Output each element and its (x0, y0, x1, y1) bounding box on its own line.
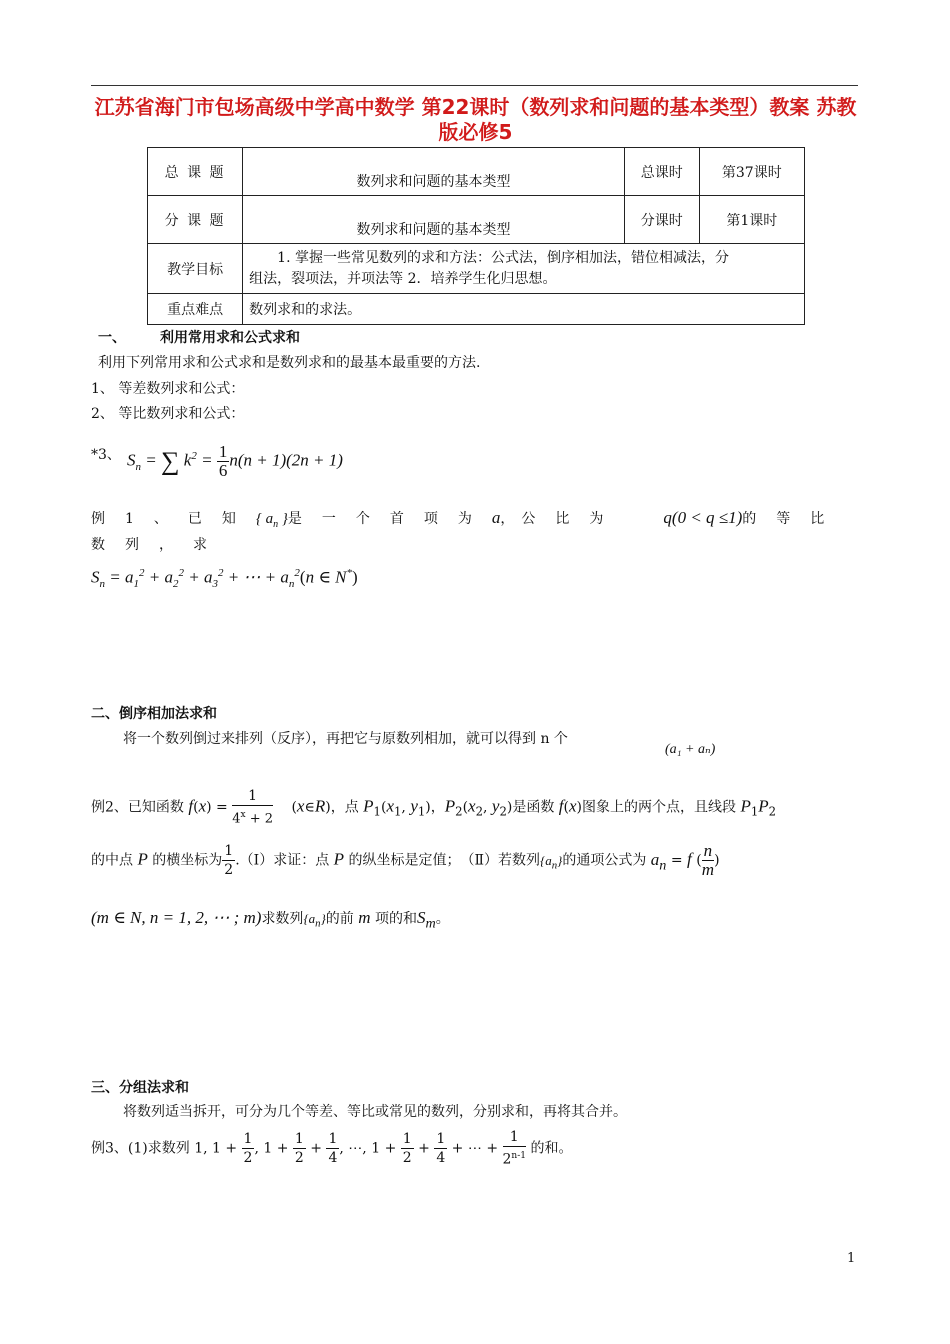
item-arithmetic-sum: 1、 等差数列求和公式： (91, 381, 245, 397)
cell-label: 总 课 题 (148, 148, 243, 196)
cell-period-value: 第37课时 (699, 148, 804, 196)
example-1: 例1、已知{ $a_n$ }是一个首项为a， 公比为 q(0 < q ≤1)的等比数列，求 (91, 508, 845, 553)
section-1-heading: 利用常用求和公式求和 (160, 330, 300, 346)
cell-period-label: 分课时 (624, 196, 699, 244)
cell-objectives (243, 244, 805, 294)
table-row (148, 294, 805, 325)
example-2-line-3: (m ∈ N, n = 1, 2, ⋯ ; m)求数列$\{a_n\}$的前 m 项的和$S_m$。 (91, 908, 450, 932)
section-3-heading: 三、分组法求和 (91, 1080, 189, 1096)
table-row (148, 196, 805, 244)
formula-square-sum: $S_n$ = ∑ $k^2$ = $\frac{1}{6}$ n(n + 1)(2n + 1) (127, 442, 343, 480)
example-2-line-1: 例2、已知函数 f(x) = $\frac{1}{4^x + 2}$ (x∈R)，点 $P_1(x_1$, $y_1$)，$P_2(x_2$, $y_2$)是函数 f(x)图象上的两个点，且线段 $P_1P_2$ (91, 788, 777, 827)
example-3: 例3、(1)求数列 1, 1 + $\frac{1}{2}$ , 1 + $\frac{1}{2}$ + $\frac{1}{4}$ , ⋯, 1 + $\frac{1}{2}$ + $\frac{1}{4}$ + ⋯ + $\frac{1}{2^{n-1}}$ 的和。 (91, 1129, 573, 1168)
cell-period-value: 第1课时 (699, 196, 804, 244)
cell-label: 教学目标 (148, 244, 243, 294)
section-2-heading: 二、倒序相加法求和 (91, 706, 217, 722)
cell-label: 分 课 题 (148, 196, 243, 244)
example-2-line-2: 的中点 P 的横坐标为 $\frac{1}{2}$ .（Ⅰ）求证：点 P 的纵坐标是定值； （Ⅱ）若数列$\{a_n\}$的通项公式为 $a_n = f$ ( $\frac{n}{m}$ ) (91, 841, 720, 879)
cell-key-points: 数列求和的求法。 (243, 294, 805, 325)
objectives-line-1: 1. 掌握一些常见数列的求和方法：公式法，倒序相加法，错位相减法，分 (277, 249, 729, 266)
cell-label: 重点难点 (148, 294, 243, 325)
example-1-formula: $S_n = a_1^2 + a_2^2 + a_3^2$ + ⋯ + $a_n^2(n$ ∈ N*) (91, 567, 358, 591)
section-3-intro: 将数列适当拆开，可分为几个等差、等比或常见的数列，分别求和，再将其合并。 (123, 1104, 627, 1120)
header-rule (91, 85, 858, 86)
item-3-label: *3、 (91, 447, 121, 463)
cell-topic: 数列求和问题的基本类型 (243, 196, 625, 244)
section-1-number: 一、 (98, 330, 126, 346)
section-2-intro: 将一个数列倒过来排列（反序），再把它与原数列相加，就可以得到 n 个 (123, 731, 568, 747)
objectives-line-2: 组法，裂项法，并项法等 2．培养学生化归思想。 (249, 270, 557, 287)
section-2-intro-formula: (a₁ + aₙ) (665, 742, 716, 757)
lesson-info-table (147, 147, 805, 325)
cell-period-label: 总课时 (624, 148, 699, 196)
section-1-intro: 利用下列常用求和公式求和是数列求和的最基本最重要的方法. (98, 355, 481, 371)
table-row (148, 148, 805, 196)
item-geometric-sum: 2、 等比数列求和公式： (91, 406, 245, 422)
table-row (148, 244, 805, 294)
page-number: 1 (847, 1251, 856, 1266)
cell-topic: 数列求和问题的基本类型 (243, 148, 625, 196)
document-title: 江苏省海门市包场高级中学高中数学 第22课时（数列求和问题的基本类型）教案 苏教版必修5 (94, 95, 857, 144)
